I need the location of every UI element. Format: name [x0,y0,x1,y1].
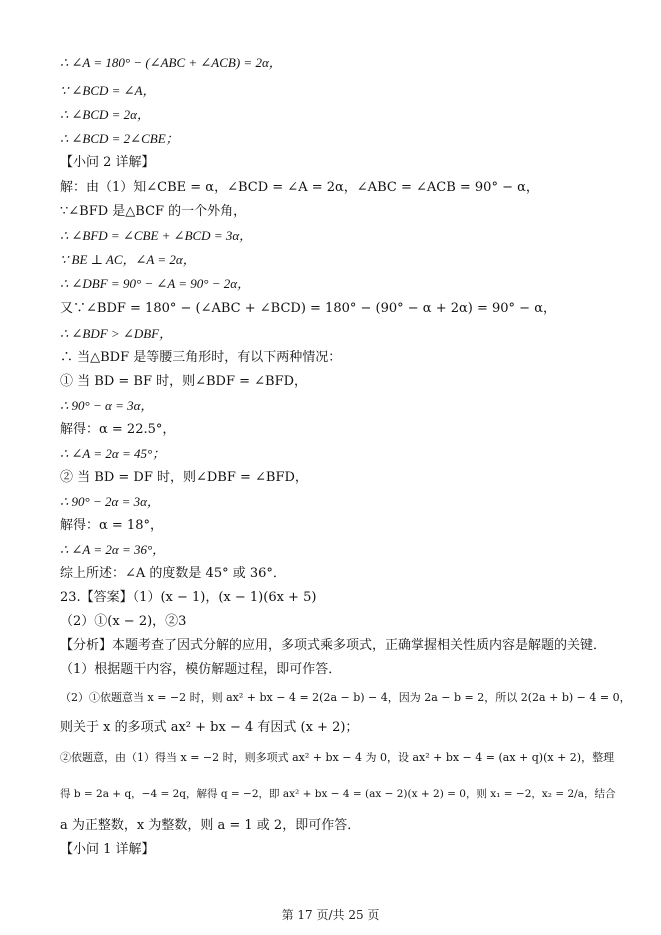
text-line: ∴ ∠BCD = 2α， [60,107,151,122]
text-line: ∴ 90° − 2α = 3α， [60,494,160,509]
text-line: ∴ ∠DBF = 90° − ∠A = 90° − 2α， [60,276,251,291]
text-line: ∴ ∠BFD = ∠CBE + ∠BCD = 3α， [60,228,253,243]
text-line: 解得：α = 22.5°， [60,422,176,437]
text-line: ②依题意，由（1）得当 x = −2 时，则多项式 ax² + bx − 4 为 0，设 ax² + bx − 4 = (ax + q)(x + 2)，整理 [60,751,615,764]
text-line: 综上所述：∠A 的度数是 45° 或 36°． [60,566,286,581]
section-heading: 【小问 2 详解】 [60,155,155,170]
text-line: ∴ 当△BDF 是等腰三角形时，有以下两种情况： [60,350,342,365]
text-line: ∵ ∠BCD = ∠A， [60,83,156,98]
section-heading: 【小问 1 详解】 [60,842,155,857]
text-line: 解得：α = 18°， [60,518,163,533]
text-line: ∵ BE ⊥ AC，∠A = 2α， [60,252,196,267]
text-line: ∵∠BFD 是△BCF 的一个外角， [60,204,247,219]
analysis-line: 【分析】本题考查了因式分解的应用，多项式乘多项式，正确掌握相关性质内容是解题的关键． [60,638,607,653]
text-line: ∴ 90° − α = 3α， [60,398,154,413]
text-line: ∴ ∠BDF > ∠DBF， [60,326,173,341]
text-line: 得 b = 2a + q，−4 = 2q，解得 q = −2，即 ax² + bx − 4 = (ax − 2)(x + 2) = 0，则 x₁ = −2，x₂ = 2/a，结合 [60,788,616,800]
page-footer: 第 17 页/共 25 页 [281,908,380,922]
text-line: ∴ ∠BCD = 2∠CBE； [60,131,179,146]
text-line: 解：由（1）知∠CBE = α，∠BCD = ∠A = 2α，∠ABC = ∠ACB = 90° − α， [60,180,539,195]
text-line: a 为正整数，x 为整数，则 a = 1 或 2，即可作答． [60,818,361,833]
text-line: （1）根据题干内容，模仿解题过程，即可作答． [60,662,342,677]
text-line: 又∵∠BDF = 180° − (∠ABC + ∠BCD) = 180° − (90° − α + 2α) = 90° − α， [60,301,556,316]
text-line: ∴ ∠A = 2α = 45°； [60,446,166,461]
text-line: ∴ ∠A = 180° − (∠ABC + ∠ACB) = 2α， [60,55,282,70]
answer-line: 23.【答案】（1）(x − 1)，(x − 1)(6x + 5) [60,590,317,605]
text-line: ② 当 BD = DF 时，则∠DBF = ∠BFD， [60,470,308,485]
text-line: ∴ ∠A = 2α = 36°， [60,542,166,557]
text-line: （2）①依题意当 x = −2 时，则 ax² + bx − 4 = 2(2a − b) − 4，因为 2a − b = 2，所以 2(2a + b) − 4 = 0， [60,691,631,704]
answer-line: （2）①(x − 2)，②3 [60,614,187,629]
text-line: 则关于 x 的多项式 ax² + bx − 4 有因式 (x + 2)； [60,720,359,735]
text-line: ① 当 BD = BF 时，则∠BDF = ∠BFD， [60,374,308,389]
